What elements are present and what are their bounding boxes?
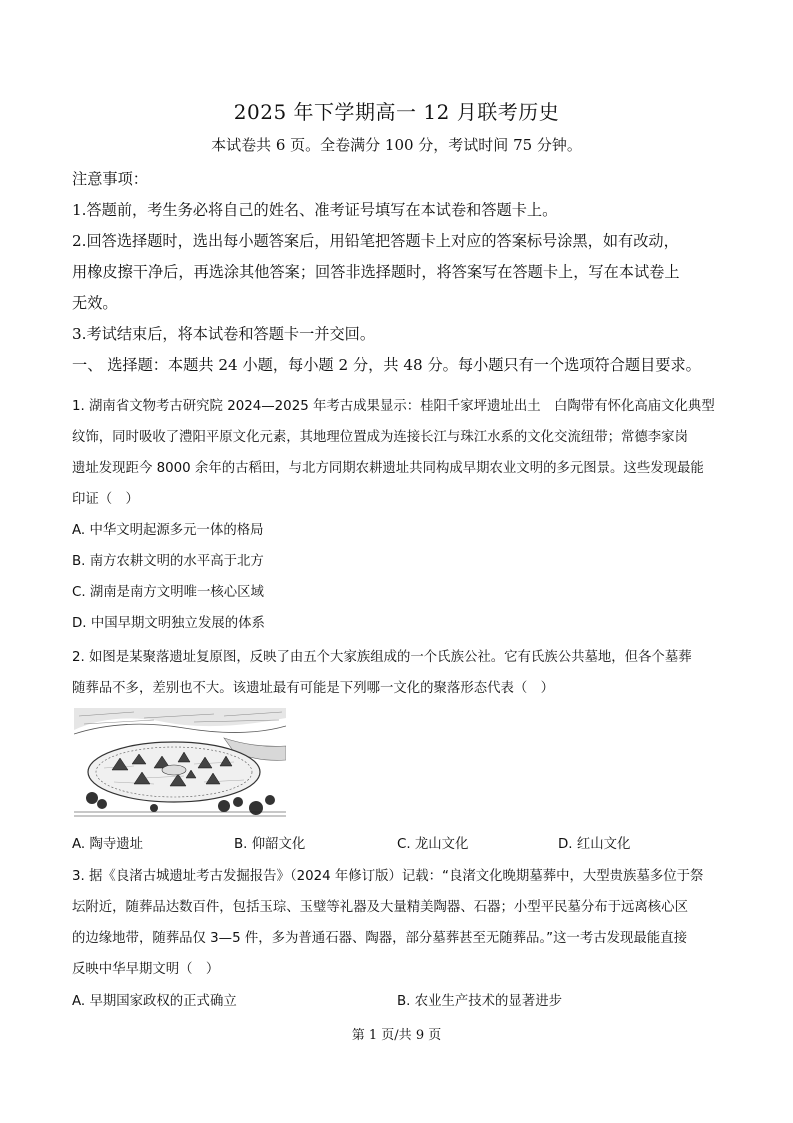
question-2-option-b: B. 仰韶文化	[234, 837, 306, 852]
note-2-line-3: 无效。	[72, 294, 118, 312]
question-1-option-b: B. 南方农耕文明的水平高于北方	[72, 554, 264, 569]
note-3: 3.考试结束后，将本试卷和答题卡一并交回。	[72, 325, 376, 343]
section-heading: 一、 选择题：本题共 24 小题，每小题 2 分，共 48 分。每小题只有一个选项符合题目要求。	[72, 356, 701, 374]
question-3-line-1: 3. 据《良渚古城遗址考古发掘报告》（2024 年修订版）记载：“良渚文化晚期墓葬中，大型贵族墓多位于祭	[72, 869, 704, 884]
question-3-line-2: 坛附近，随葬品达数百件，包括玉琮、玉璧等礼器及大量精美陶器、石器；小型平民墓分布于远离核心区	[72, 900, 688, 915]
question-2-option-c: C. 龙山文化	[397, 837, 469, 852]
question-1-option-d: D. 中国早期文明独立发展的体系	[72, 616, 265, 631]
question-2-line-1: 2. 如图是某聚落遗址复原图，反映了由五个大家族组成的一个氏族公社。它有氏族公共墓地，但各个墓葬	[72, 650, 692, 665]
page-number: 第 1 页/共 9 页	[351, 1028, 442, 1043]
notes-heading: 注意事项：	[72, 170, 148, 188]
question-3-line-3: 的边缘地带，随葬品仅 3—5 件，多为普通石器、陶器，部分墓葬甚至无随葬品。”这一考古发现最能直接	[72, 931, 687, 946]
exam-title: 2025 年下学期高一 12 月联考历史	[233, 100, 560, 124]
note-2-line-2: 用橡皮擦干净后，再选涂其他答案；回答非选择题时，将答案写在答题卡上，写在本试卷上	[72, 263, 680, 281]
question-3-line-4: 反映中华早期文明（ ）	[72, 962, 220, 977]
question-1-line-4: 印证（ ）	[72, 492, 139, 507]
question-3-option-a: A. 早期国家政权的正式确立	[72, 994, 237, 1009]
question-2-option-a: A. 陶寺遗址	[72, 837, 143, 852]
question-1-line-1: 1. 湖南省文物考古研究院 2024—2025 年考古成果显示：桂阳千家坪遗址出土 白陶带有怀化高庙文化典型	[72, 399, 715, 414]
question-2-option-d: D. 红山文化	[558, 837, 631, 852]
question-1-option-c: C. 湖南是南方文明唯一核心区域	[72, 585, 264, 600]
question-1-line-2: 纹饰，同时吸收了澧阳平原文化元素，其地理位置成为连接长江与珠江水系的文化交流纽带；常德李家岗	[72, 430, 688, 445]
question-3-option-b: B. 农业生产技术的显著进步	[397, 994, 562, 1009]
question-1-line-3: 遗址发现距今 8000 余年的古稻田，与北方同期农耕遗址共同构成早期农业文明的多元图景。这些发现最能	[72, 461, 704, 476]
settlement-reconstruction-illustration	[74, 708, 286, 820]
question-1-option-a: A. 中华文明起源多元一体的格局	[72, 523, 264, 538]
question-2-line-2: 随葬品不多，差别也不大。该遗址最有可能是下列哪一文化的聚落形态代表（ ）	[72, 681, 555, 696]
note-2-line-1: 2.回答选择题时，选出每小题答案后，用铅笔把答题卡上对应的答案标号涂黑，如有改动，	[72, 232, 679, 250]
exam-subtitle: 本试卷共 6 页。全卷满分 100 分，考试时间 75 分钟。	[211, 136, 582, 154]
note-1: 1.答题前，考生务必将自己的姓名、准考证号填写在本试卷和答题卡上。	[72, 201, 558, 219]
